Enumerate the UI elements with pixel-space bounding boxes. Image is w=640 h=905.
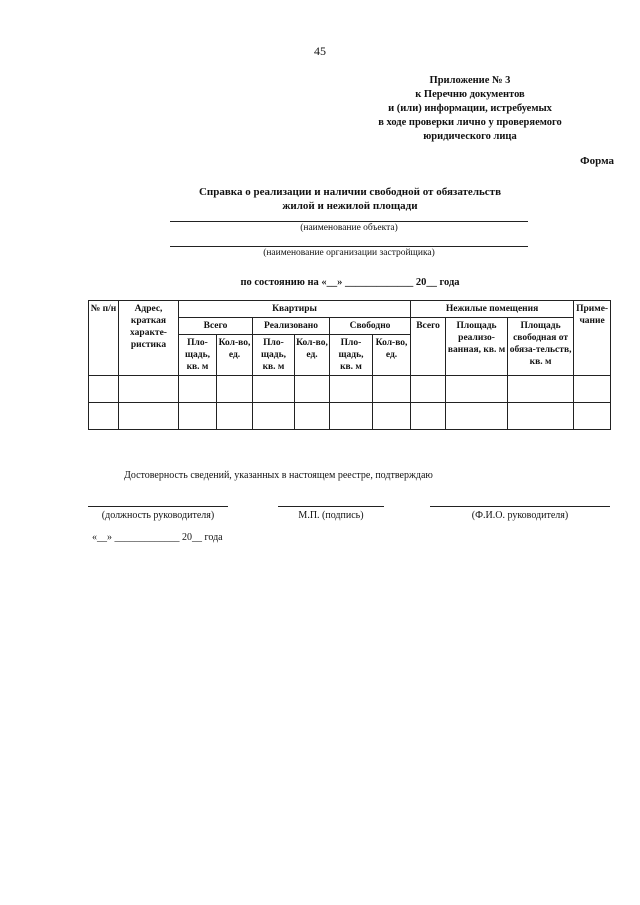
- fio-caption: (Ф.И.О. руководителя): [471, 510, 569, 521]
- free-count-header: Кол-во, ед.: [373, 335, 411, 376]
- confirmation-text: Достоверность сведений, указанных в настоящем реестре, подтверждаю: [124, 470, 433, 481]
- sold-area-header: Пло-щадь, кв. м: [253, 335, 295, 376]
- apartments-sold-header: Реализовано: [253, 318, 330, 335]
- nonresidential-area-sold-header: Площадь реализо-ванная, кв. м: [446, 318, 508, 376]
- signature-line: [278, 506, 384, 507]
- form-label: Форма: [580, 155, 614, 167]
- stamp-caption: М.П. (подпись): [298, 510, 364, 521]
- col-number-header: № п/н: [89, 301, 119, 376]
- developer-name-line: [170, 246, 528, 247]
- as-of-date: по состоянию на «__» _____________ 20__ года: [240, 277, 460, 288]
- appendix-line: в ходе проверки лично у проверяемого: [378, 117, 562, 128]
- appendix-line: юридического лица: [423, 131, 517, 142]
- col-address-header: Адрес, краткая характе-ристика: [119, 301, 179, 376]
- title-line-1: Справка о реализации и наличии свободной от обязательств: [198, 186, 502, 198]
- document-title: [0, 185, 640, 213]
- apartments-total-header: Всего: [179, 318, 253, 335]
- nonresidential-group-header: Нежилые помещения: [411, 301, 574, 318]
- free-area-header: Пло-щадь, кв. м: [330, 335, 373, 376]
- appendix-header: [340, 74, 600, 144]
- object-name-caption: (наименование объекта): [300, 223, 398, 233]
- nonresidential-area-free-header: Площадь свободная от обяза-тельств, кв. м: [508, 318, 574, 376]
- position-line: [88, 506, 228, 507]
- apartments-group-header: Квартиры: [179, 301, 411, 318]
- nonresidential-total-header: Всего: [411, 318, 446, 376]
- area-table: [88, 300, 611, 430]
- developer-name-caption: (наименование организации застройщика): [263, 248, 435, 258]
- fio-line: [430, 506, 610, 507]
- page-number: 45: [314, 44, 326, 58]
- apartments-free-header: Свободно: [330, 318, 411, 335]
- appendix-line: к Перечню документов: [415, 89, 525, 100]
- title-line-2: жилой и нежилой площади: [282, 200, 418, 212]
- sold-count-header: Кол-во, ед.: [295, 335, 330, 376]
- appendix-line: Приложение № 3: [429, 75, 511, 86]
- position-caption: (должность руководителя): [101, 510, 215, 521]
- object-name-line: [170, 221, 528, 222]
- table-row: [89, 376, 611, 403]
- total-count-header: Кол-во, ед.: [217, 335, 253, 376]
- col-notes-header: Приме-чание: [574, 301, 611, 376]
- total-area-header: Пло-щадь, кв. м: [179, 335, 217, 376]
- table-row: [89, 403, 611, 430]
- appendix-line: и (или) информации, истребуемых: [388, 103, 552, 114]
- signature-date: «__» _____________ 20__ года: [92, 532, 223, 543]
